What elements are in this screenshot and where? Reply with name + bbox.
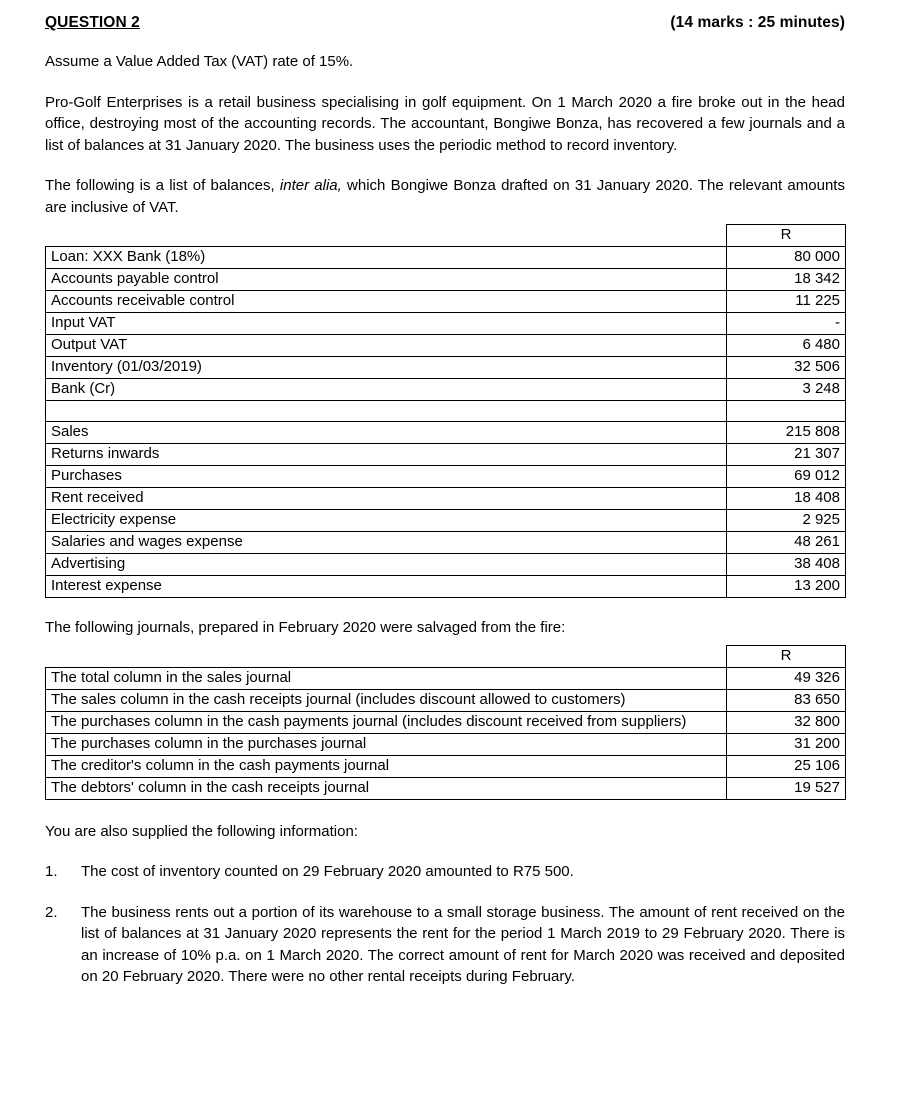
row-label: Interest expense xyxy=(46,576,727,598)
balances-lead-paragraph xyxy=(45,175,845,218)
row-label: The creditor's column in the cash payments journal xyxy=(46,755,727,777)
row-amount: 69 012 xyxy=(727,466,846,488)
row-label: Loan: XXX Bank (18%) xyxy=(46,247,727,269)
table-row xyxy=(46,667,846,689)
row-amount: - xyxy=(727,313,846,335)
row-label: Accounts payable control xyxy=(46,269,727,291)
row-label: The debtors' column in the cash receipts journal xyxy=(46,777,727,799)
journals-lead-paragraph: The following journals, prepared in February 2020 were salvaged from the fire: xyxy=(45,619,566,636)
table-row xyxy=(46,291,846,313)
table-row xyxy=(46,689,846,711)
table-row xyxy=(46,313,846,335)
list-item xyxy=(45,861,845,883)
table-row xyxy=(46,247,846,269)
row-label: Inventory (01/03/2019) xyxy=(46,357,727,379)
row-amount xyxy=(727,401,846,422)
row-label: The purchases column in the purchases journal xyxy=(46,733,727,755)
journals-lead-block xyxy=(45,617,845,800)
table-row xyxy=(46,444,846,466)
balances-amount-header: R xyxy=(727,225,846,247)
balances-lead-part2: which Bongiwe Bonza drafted on 31 January 2020. The relevant amounts are inclusive of VAT. xyxy=(45,177,845,216)
table-row xyxy=(46,576,846,598)
row-amount: 11 225 xyxy=(727,291,846,313)
row-label: Returns inwards xyxy=(46,444,727,466)
table-spacer-row xyxy=(46,401,846,422)
table-row xyxy=(46,755,846,777)
background-paragraph: Pro-Golf Enterprises is a retail business specialising in golf equipment. On 1 March 2020 a fire broke out in the head office, destroying most of the accounting records. The accountant, Bongiwe Bonza, has recovered a few journals and a list of balances at 31 January 2020. The business uses the periodic method to record inventory. xyxy=(45,93,845,154)
row-label: Output VAT xyxy=(46,335,727,357)
row-label: Input VAT xyxy=(46,313,727,335)
salvaged-journals-table xyxy=(45,645,846,800)
table-row xyxy=(46,488,846,510)
table-row xyxy=(46,777,846,799)
table-row xyxy=(46,422,846,444)
row-label: Purchases xyxy=(46,466,727,488)
table-row xyxy=(46,466,846,488)
row-amount: 18 342 xyxy=(727,269,846,291)
balances-lead-part1: The following is a list of balances, xyxy=(45,177,280,194)
row-amount: 32 800 xyxy=(727,711,846,733)
row-amount: 38 408 xyxy=(727,554,846,576)
list-item-text: The cost of inventory counted on 29 February 2020 amounted to R75 500. xyxy=(81,863,574,880)
table-row xyxy=(46,711,846,733)
list-item-number: 2. xyxy=(45,903,58,921)
row-amount: 6 480 xyxy=(727,335,846,357)
row-amount: 25 106 xyxy=(727,755,846,777)
list-of-balances-table xyxy=(45,224,846,598)
row-label: Sales xyxy=(46,422,727,444)
table-row xyxy=(46,379,846,401)
row-amount: 80 000 xyxy=(727,247,846,269)
table-header-row xyxy=(46,225,846,247)
table-row xyxy=(46,269,846,291)
list-item xyxy=(45,902,845,988)
list-item-text: The business rents out a portion of its warehouse to a small storage business. The amount of rent received on the list of balances at 31 January 2020 represents the rent for the period 1 March 2019 to 29 February 2020. There is an increase of 10% p.a. on 1 March 2020. The correct amount of rent for March 2020 was received and deposited on 20 February 2020. There were no other rental receipts during February. xyxy=(81,903,845,985)
page-title: QUESTION 2 xyxy=(45,14,140,31)
row-amount: 49 326 xyxy=(727,667,846,689)
row-label: Salaries and wages expense xyxy=(46,532,727,554)
journals-header-blank-cell xyxy=(46,645,727,667)
table-row xyxy=(46,733,846,755)
marks-and-time: (14 marks : 25 minutes) xyxy=(670,14,845,31)
row-amount: 2 925 xyxy=(727,510,846,532)
row-label: Rent received xyxy=(46,488,727,510)
row-label: The total column in the sales journal xyxy=(46,667,727,689)
row-amount: 48 261 xyxy=(727,532,846,554)
table-row xyxy=(46,357,846,379)
question-header xyxy=(45,14,845,32)
row-amount: 13 200 xyxy=(727,576,846,598)
vat-rate-note: Assume a Value Added Tax (VAT) rate of 15%. xyxy=(45,53,354,70)
journals-table-body xyxy=(46,645,846,799)
row-label: Accounts receivable control xyxy=(46,291,727,313)
inter-alia-italic: inter alia, xyxy=(279,177,342,194)
balances-header-blank-cell xyxy=(46,225,727,247)
journals-amount-header: R xyxy=(727,645,846,667)
row-amount: 18 408 xyxy=(727,488,846,510)
row-amount: 32 506 xyxy=(727,357,846,379)
additional-info-list xyxy=(45,861,845,988)
row-amount: 3 248 xyxy=(727,379,846,401)
additional-information-block xyxy=(45,821,845,988)
table-header-row xyxy=(46,645,846,667)
row-label: Bank (Cr) xyxy=(46,379,727,401)
table-row xyxy=(46,335,846,357)
table-row xyxy=(46,532,846,554)
row-amount: 83 650 xyxy=(727,689,846,711)
row-amount: 215 808 xyxy=(727,422,846,444)
row-amount: 21 307 xyxy=(727,444,846,466)
row-label: Advertising xyxy=(46,554,727,576)
row-amount: 31 200 xyxy=(727,733,846,755)
balances-table-block xyxy=(45,224,845,598)
list-item-number: 1. xyxy=(45,863,58,880)
row-label xyxy=(46,401,727,422)
table-row xyxy=(46,510,846,532)
balances-table-body xyxy=(46,225,846,598)
row-label: Electricity expense xyxy=(46,510,727,532)
row-label: The purchases column in the cash payments journal (includes discount received from suppliers) xyxy=(46,711,727,733)
additional-info-lead: You are also supplied the following information: xyxy=(45,822,358,840)
row-amount: 19 527 xyxy=(727,777,846,799)
row-label: The sales column in the cash receipts journal (includes discount allowed to customers) xyxy=(46,689,727,711)
table-row xyxy=(46,554,846,576)
